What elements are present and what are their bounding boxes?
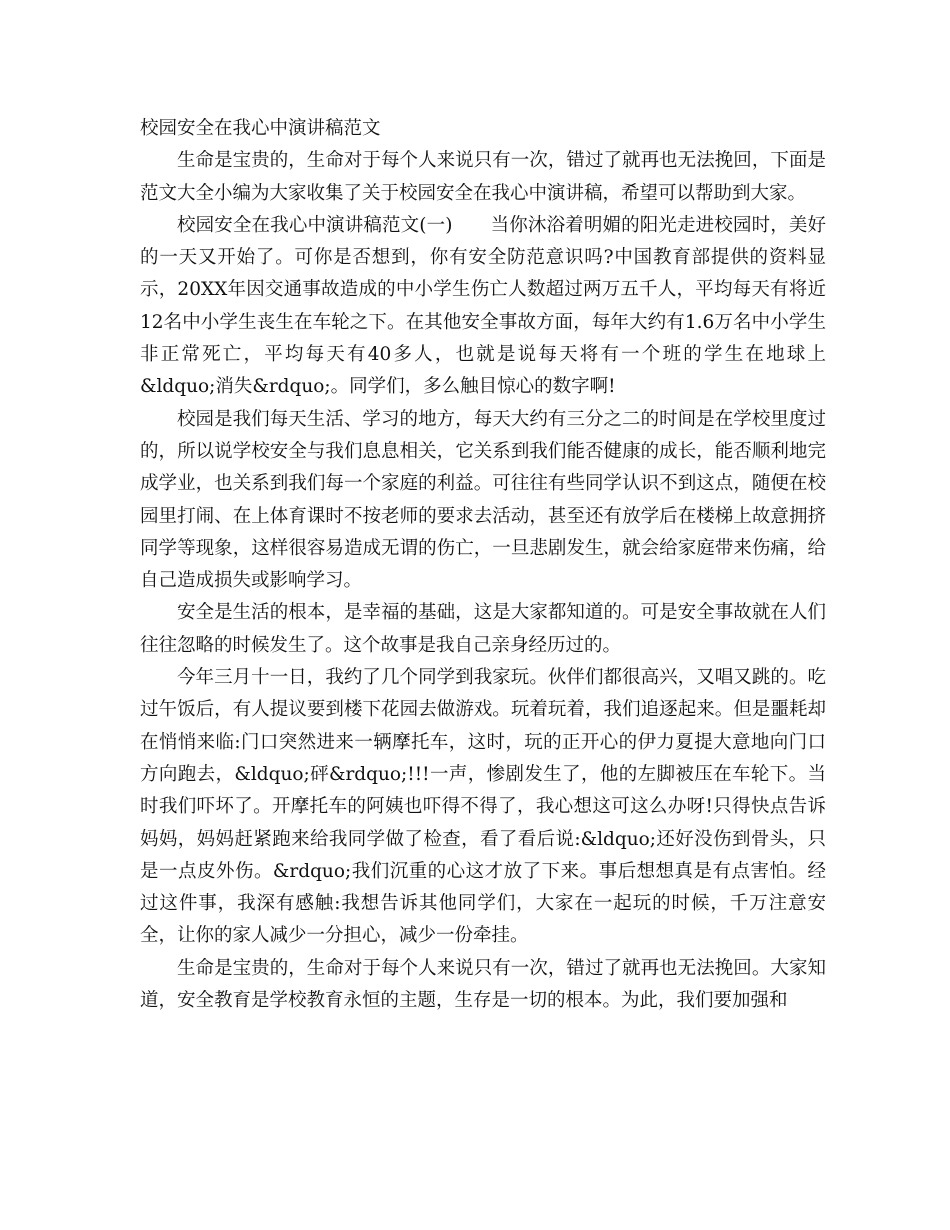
paragraph-3: 安全是生活的根本，是幸福的基础，这是大家都知道的。可是安全事故就在人们往往忽略的时候发生了。这个故事是我自己亲身经历过的。 — [140, 602, 826, 656]
intro-paragraph: 生命是宝贵的，生命对于每个人来说只有一次，错过了就再也无法挽回，下面是范文大全小编为大家收集了关于校园安全在我心中演讲稿，希望可以帮助到大家。 — [140, 150, 826, 204]
section-heading: 校园安全在我心中演讲稿范文(一) — [177, 214, 453, 236]
paragraph-5: 生命是宝贵的，生命对于每个人来说只有一次，错过了就再也无法挽回。大家知道，安全教育是学校教育永恒的主题，生存是一切的根本。为此，我们要加强和 — [140, 957, 826, 1012]
paragraph-2: 校园是我们每天生活、学习的地方，每天大约有三分之二的时间是在学校里度过的，所以说学校安全与我们息息相关，它关系到我们能否健康的成长，能否顺利地完成学业，也关系到我们每一个家庭的利益。可往往有些同学认识不到这点，随便在校园里打闹、在上体育课时不按老师的要求去活动，甚至还有放学后在楼梯上故意拥挤同学等现象，这样很容易造成无谓的伤亡，一旦悲剧发生，就会给家庭带来伤痛，给自己造成损失或影响学习。 — [140, 408, 826, 592]
document-body — [140, 113, 826, 1017]
paragraph-4: 今年三月十一日，我约了几个同学到我家玩。伙伴们都很高兴，又唱又跳的。吃过午饭后，有人提议要到楼下花园去做游戏。玩着玩着，我们追逐起来。但是噩耗却在悄悄来临:门口突然进来一辆摩托车，这时，玩的正开心的伊力夏提大意地向门口方向跑去，&ldquo;砰&rdquo;!!!一声，惨剧发生了，他的左脚被压在车轮下。当时我们吓坏了。开摩托车的阿姨也吓得不得了，我心想这可这么办呀!只得快点告诉妈妈，妈妈赶紧跑来给我同学做了检查，看了看后说:&ldquo;还好没伤到骨头，只是一点皮外伤。&rdquo;我们沉重的心这才放了下来。事后想想真是有点害怕。经过这件事，我深有感触:我想告诉其他同学们，大家在一起玩的时候，千万注意安全，让你的家人减少一分担心，减少一份牵挂。 — [140, 667, 826, 947]
document-title: 校园安全在我心中演讲稿范文 — [140, 118, 381, 139]
paragraph-1-text: 当你沐浴着明媚的阳光走进校园时，美好的一天又开始了。可你是否想到，你有安全防范意识吗?中国教育部提供的资料显示，20XX年因交通事故造成的中小学生伤亡人数超过两万五千人，平均每天有将近12名中小学生丧生在车轮之下。在其他安全事故方面，每年大约有1.6万名中小学生非正常死亡，平均每天有40多人，也就是说每天将有一个班的学生在地球上&ldquo;消失&rdquo;。同学们，多么触目惊心的数字啊! — [140, 214, 826, 398]
paragraph-1 — [140, 210, 826, 404]
